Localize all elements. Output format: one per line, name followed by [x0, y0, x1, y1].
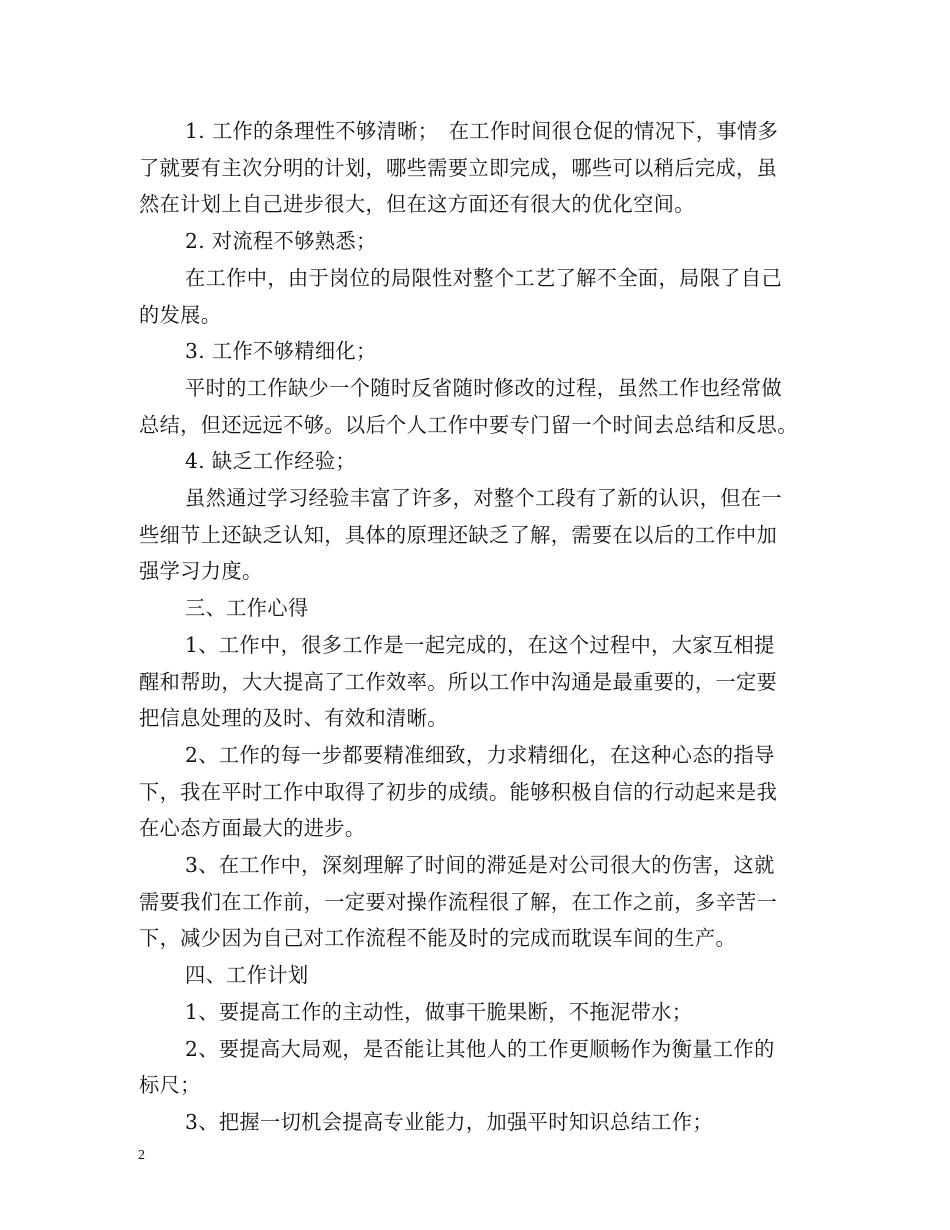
text-line: 三、工作心得	[185, 596, 309, 621]
text-line: 四、工作计划	[185, 963, 309, 988]
text-line: 下，我在平时工作中取得了初步的成绩。能够积极自信的行动起来是我	[139, 779, 778, 804]
page-number: 2	[138, 1148, 145, 1163]
text-line: 2. 对流程不够熟悉；	[185, 229, 377, 254]
text-line: 标尺；	[139, 1073, 201, 1098]
text-line: 在工作中，由于岗位的局限性对整个工艺了解不全面，局限了自己	[185, 265, 783, 290]
text-line: 3、在工作中，深刻理解了时间的滞延是对公司很大的伤害，这就	[185, 853, 775, 878]
text-line: 3. 工作不够精细化；	[185, 339, 377, 364]
text-line: 需要我们在工作前，一定要对操作流程很了解，在工作之前，多辛苦一	[139, 889, 778, 914]
document-body	[139, 113, 829, 1141]
text-line: 1、要提高工作的主动性，做事干脆果断，不拖泥带水；	[185, 999, 693, 1024]
text-line: 虽然通过学习经验丰富了许多，对整个工段有了新的认识，但在一	[185, 486, 783, 511]
text-line: 平时的工作缺少一个随时反省随时修改的过程，虽然工作也经常做	[185, 375, 783, 400]
text-line: 醒和帮助，大大提高了工作效率。所以工作中沟通是最重要的，一定要	[139, 669, 778, 694]
text-line: 总结，但还远远不够。以后个人工作中要专门留一个时间去总结和反思。	[139, 412, 798, 437]
text-line: 在心态方面最大的进步。	[139, 816, 366, 841]
text-line: 2、工作的每一步都要精准细致，力求精细化，在这种心态的指导	[185, 742, 775, 767]
text-line: 把信息处理的及时、有效和清晰。	[139, 706, 448, 731]
text-line: 1. 工作的条理性不够清晰； 在工作时间很仓促的情况下，事情多	[185, 119, 779, 143]
text-line: 些细节上还缺乏认知，具体的原理还缺乏了解，需要在以后的工作中加	[139, 522, 778, 547]
text-line: 下，减少因为自己对工作流程不能及时的完成而耽误车间的生产。	[139, 926, 737, 951]
text-line: 1、工作中，很多工作是一起完成的，在这个过程中，大家互相提	[185, 632, 775, 657]
text-line: 的发展。	[139, 302, 222, 327]
text-line: 了就要有主次分明的计划，哪些需要立即完成，哪些可以稍后完成，虽	[139, 155, 778, 180]
text-line: 强学习力度。	[139, 559, 263, 584]
text-line: 然在计划上自己进步很大，但在这方面还有很大的优化空间。	[139, 192, 695, 217]
text-line: 2、要提高大局观，是否能让其他人的工作更顺畅作为衡量工作的	[185, 1036, 775, 1061]
text-line: 4. 缺乏工作经验；	[185, 449, 356, 474]
text-line: 3、把握一切机会提高专业能力，加强平时知识总结工作；	[185, 1109, 713, 1134]
